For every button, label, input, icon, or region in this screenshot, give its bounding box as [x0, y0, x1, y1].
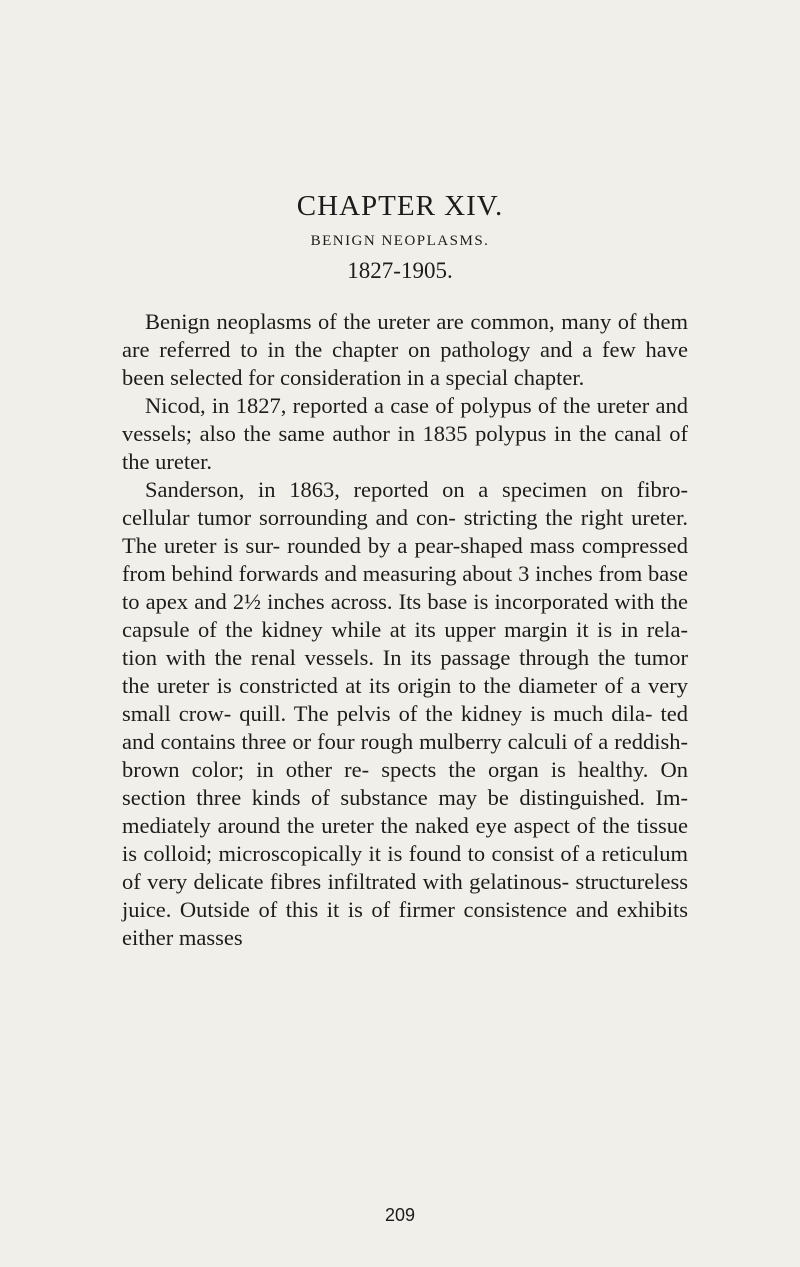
- chapter-subtitle: BENIGN NEOPLASMS.: [310, 233, 490, 249]
- paragraph-intro: Benign neoplasms of the ureter are common, many of them are referred to in the chapter on pathology and a few have been selected for consideration in a special chapter.: [122, 309, 688, 390]
- body-text: [122, 308, 688, 952]
- paragraph-sanderson: Sanderson, in 1863, reported on a specimen on fibro-cellular tumor sorrounding and con- stricting the right ureter. The ureter is sur- rounded by a pear-shaped mass compressed from behind forwards and measuring about 3 inches from base to apex and 2½ inches across. Its base is incorporated with the capsule of the kidney while at its upper margin it is in rela- tion with the renal vessels. In its passage through the tumor the ureter is constricted at its origin to the diameter of a very small crow- quill. The pelvis of the kidney is much dila- ted and contains three or four rough mulberry calculi of a reddish-brown color; in other re- spects the organ is healthy. On section three kinds of substance may be distinguished. Im- mediately around the ureter the naked eye aspect of the tissue is colloid; microscopically it is found to consist of a reticulum of very delicate fibres infiltrated with gelatinous- structureless juice. Outside of this it is of firmer consistence and exhibits either masses: [122, 477, 688, 950]
- chapter-title: CHAPTER XIV.: [296, 190, 504, 222]
- page-number: 209: [384, 1205, 416, 1225]
- paragraph-nicod: Nicod, in 1827, reported a case of polypus of the ureter and vessels; also the same author in 1835 polypus in the canal of the ureter.: [122, 393, 688, 474]
- chapter-dates: 1827-1905.: [347, 258, 453, 283]
